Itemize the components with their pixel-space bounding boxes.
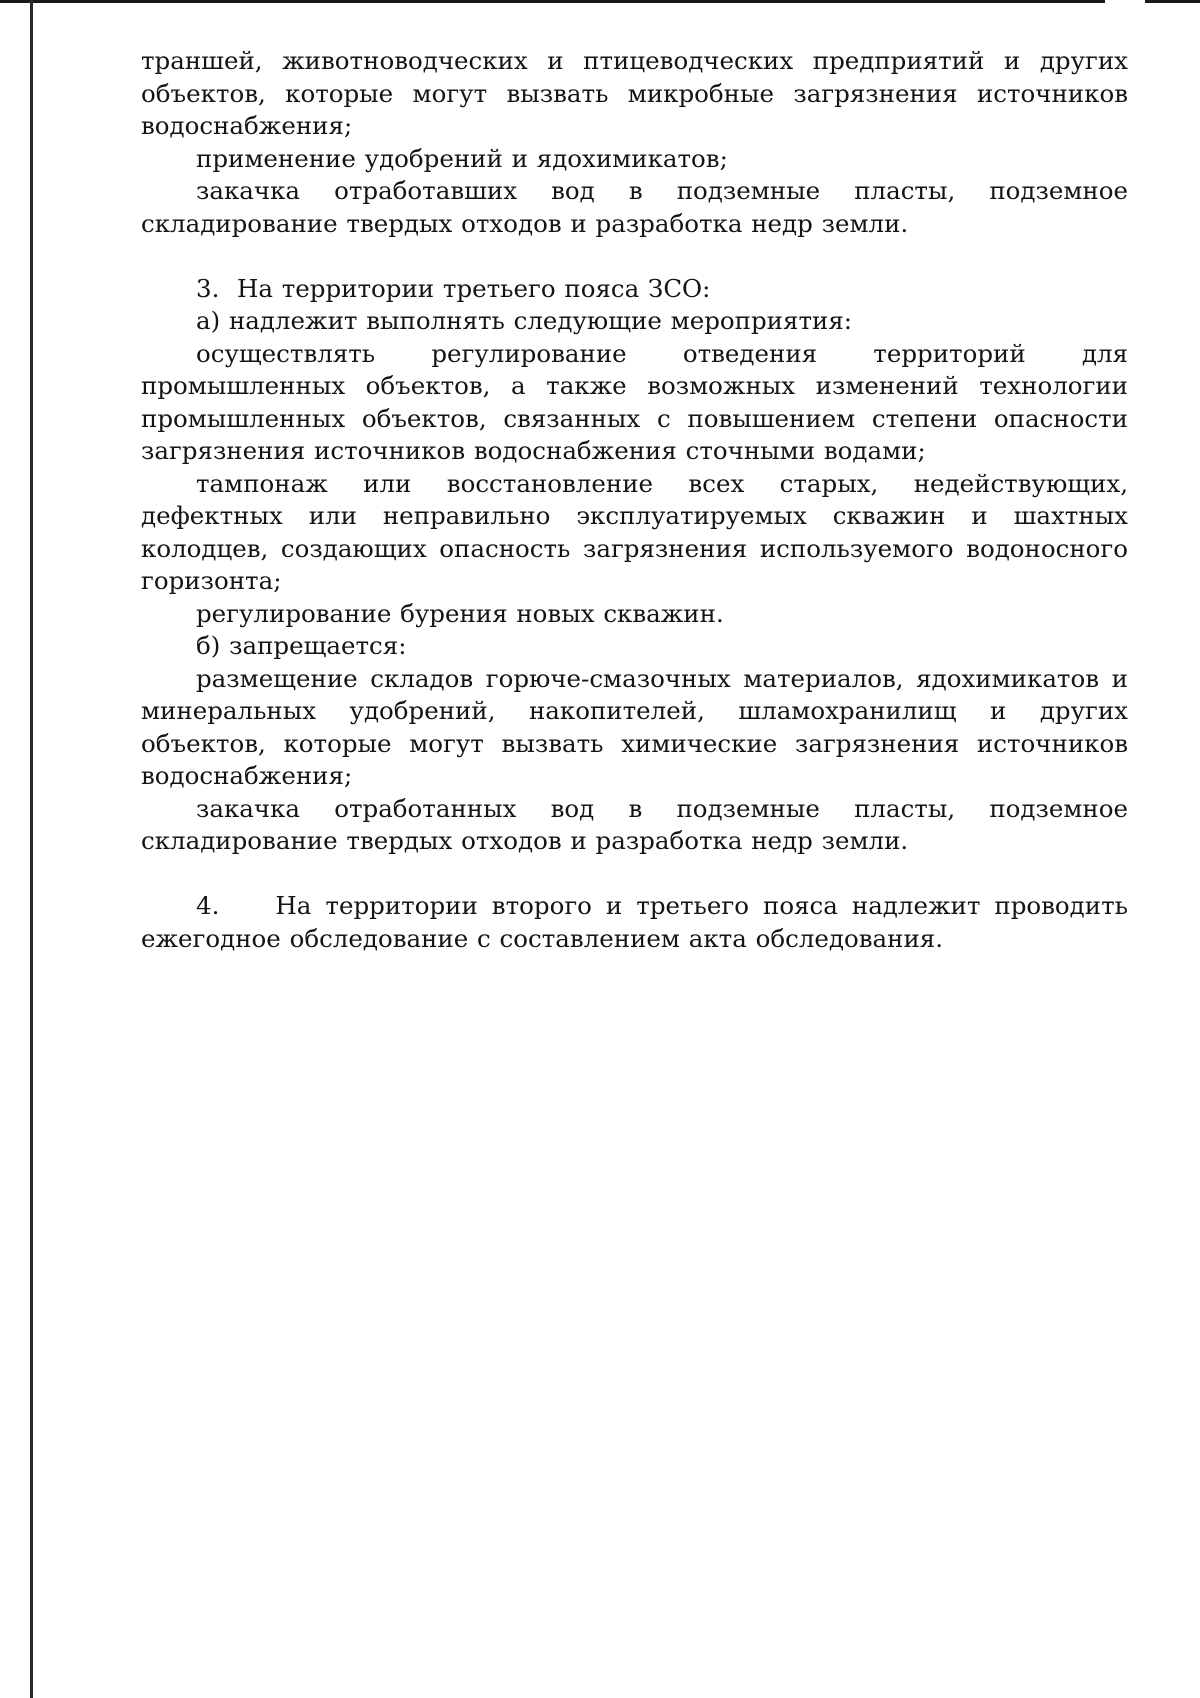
- paragraph-injection: закачка отработавших вод в подземные пласты, подземное складирование твердых отходов и разработка недр земли.: [141, 176, 1128, 238]
- subsection-b-heading: б) запрещается:: [196, 631, 407, 660]
- section-3-heading: 3. На территории третьего пояса ЗСО:: [196, 273, 711, 303]
- paragraph-storage: размещение складов горюче-смазочных материалов, ядохимикатов и минеральных удобрений, накопителей, шламохранилищ и других объектов, которые могут вызвать химические загрязнения источников водоснабжения;: [141, 663, 1128, 790]
- subsection-a-heading: а) надлежит выполнять следующие мероприятия:: [196, 306, 853, 335]
- scan-edge-left: [30, 0, 33, 1698]
- section-4-paragraph: 4. На территории второго и третьего пояса надлежит проводить ежегодное обследование с составлением акта обследования.: [141, 891, 1137, 953]
- paragraph-continuation: траншей, животноводческих и птицеводческих предприятий и других объектов, которые могут вызвать микробные загрязнения источников водоснабжения;: [141, 46, 1128, 140]
- paragraph-tamponage: тампонаж или восстановление всех старых, недействующих, дефектных или неправильно эксплуатируемых скважин и шахтных колодцев, создающих опасность загрязнения используемого водоносного горизонта;: [141, 468, 1128, 595]
- paragraph-regulation: осуществлять регулирование отведения территорий для промышленных объектов, а также возможных изменений технологии промышленных объектов, связанных с повышением степени опасности загрязнения источников водоснабжения сточными водами;: [141, 338, 1128, 465]
- document-page: [141, 45, 1137, 955]
- paragraph-drilling: регулирование бурения новых скважин.: [196, 598, 724, 628]
- paragraph-injection-2: закачка отработанных вод в подземные пласты, подземное складирование твердых отходов и разработка недр земли.: [141, 793, 1128, 855]
- paragraph-fertilizers: применение удобрений и ядохимикатов;: [196, 143, 728, 173]
- scan-edge-top: [0, 0, 1200, 3]
- scan-edge-top-gap: [1105, 0, 1145, 3]
